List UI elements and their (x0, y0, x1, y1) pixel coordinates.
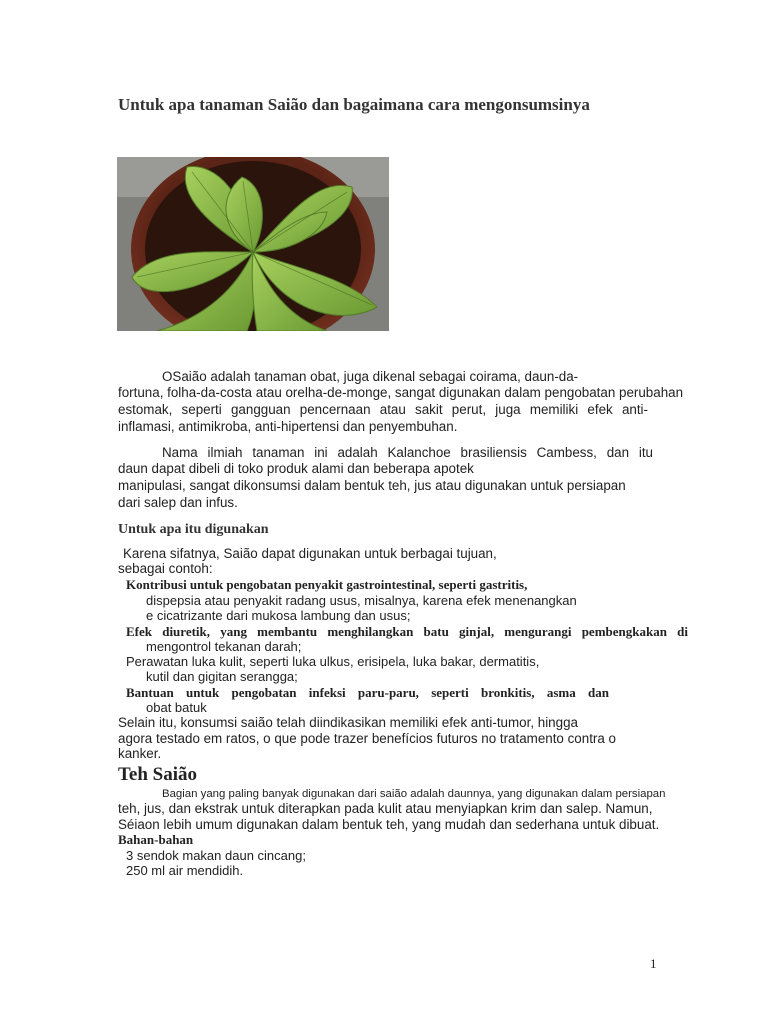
intro-line: inflamasi, antimikroba, anti-hipertensi dan penyembuhan. (118, 419, 458, 434)
ingredient-item (122, 848, 306, 864)
after-line: Selain itu, konsumsi saião telah diindikasikan memiliki efek anti-tumor, hingga (118, 715, 578, 730)
tea-line: Bagian yang paling banyak digunakan dari saião adalah daunnya, yang digunakan dalam persiapan (162, 788, 666, 800)
list-item-cont: kutil dan gigitan serangga; (146, 669, 298, 684)
intro-line: dari salep dan infus. (118, 495, 238, 510)
intro-line: Nama ilmiah tanaman ini adalah Kalanchoe brasiliensis Cambess, dan itu (162, 445, 653, 460)
intro-line: estomak, seperti gangguan pencernaan atau sakit perut, juga memiliki efek anti- (118, 402, 648, 417)
list-item-cont: e cicatrizante dari mukosa lambung dan usus; (146, 608, 411, 623)
list-item (122, 685, 609, 701)
ingredient-text: 3 sendok makan daun cincang; (126, 848, 306, 863)
after-line: kanker. (118, 746, 162, 761)
ingredient-item (122, 863, 243, 879)
intro-line: manipulasi, sangat dikonsumsi dalam bentuk teh, jus atau digunakan untuk persiapan (118, 478, 626, 493)
list-item-bold: Efek diuretik, yang membantu menghilangkan batu ginjal, mengurangi pembengkakan di (126, 624, 688, 639)
tea-line: teh, jus, dan ekstrak untuk diterapkan pada kulit atau menyiapkan krim dan salep. Namun, (118, 801, 653, 816)
ingredient-text: 250 ml air mendidih. (126, 863, 244, 878)
intro-line: daun dapat dibeli di toko produk alami dan beberapa apotek (118, 461, 474, 476)
plant-photo (117, 157, 389, 331)
intro-line: fortuna, folha-da-costa atau orelha-de-monge, sangat digunakan dalam pengobatan perubahan (118, 385, 684, 400)
list-item (122, 654, 539, 670)
uses-intro-line: Karena sifatnya, Saião dapat digunakan untuk berbagai tujuan, (123, 546, 497, 561)
list-item-bold: Kontribusi untuk pengobatan penyakit gastrointestinal, seperti gastritis, (126, 577, 528, 592)
list-item-cont: dispepsia atau penyakit radang usus, misalnya, karena efek menenangkan (146, 593, 577, 608)
uses-intro-line: sebagai contoh: (118, 561, 213, 576)
list-item (122, 624, 688, 640)
section-heading-tea: Teh Saião (118, 764, 198, 785)
list-item (122, 577, 527, 593)
document-title: Untuk apa tanaman Saião dan bagaimana cara mengonsumsinya (118, 95, 590, 114)
list-item-bold: Bantuan untuk pengobatan infeksi paru-paru, seperti bronkitis, asma dan (126, 685, 609, 700)
tea-line: Séiaon lebih umum digunakan dalam bentuk teh, yang mudah dan sederhana untuk dibuat. (118, 817, 660, 832)
list-item-cont: mengontrol tekanan darah; (146, 639, 302, 654)
list-item-text: Perawatan luka kulit, seperti luka ulkus, erisipela, luka bakar, dermatitis, (126, 654, 540, 669)
intro-line: OSaião adalah tanaman obat, juga dikenal sebagai coirama, daun-da- (162, 369, 579, 384)
list-item-cont: obat batuk (146, 700, 207, 715)
page-number: 1 (650, 956, 657, 971)
after-line: agora testado em ratos, o que pode trazer benefícios futuros no tratamento contra o (118, 731, 616, 746)
ingredients-heading: Bahan-bahan (118, 832, 194, 847)
section-heading-uses: Untuk apa itu digunakan (118, 522, 269, 537)
